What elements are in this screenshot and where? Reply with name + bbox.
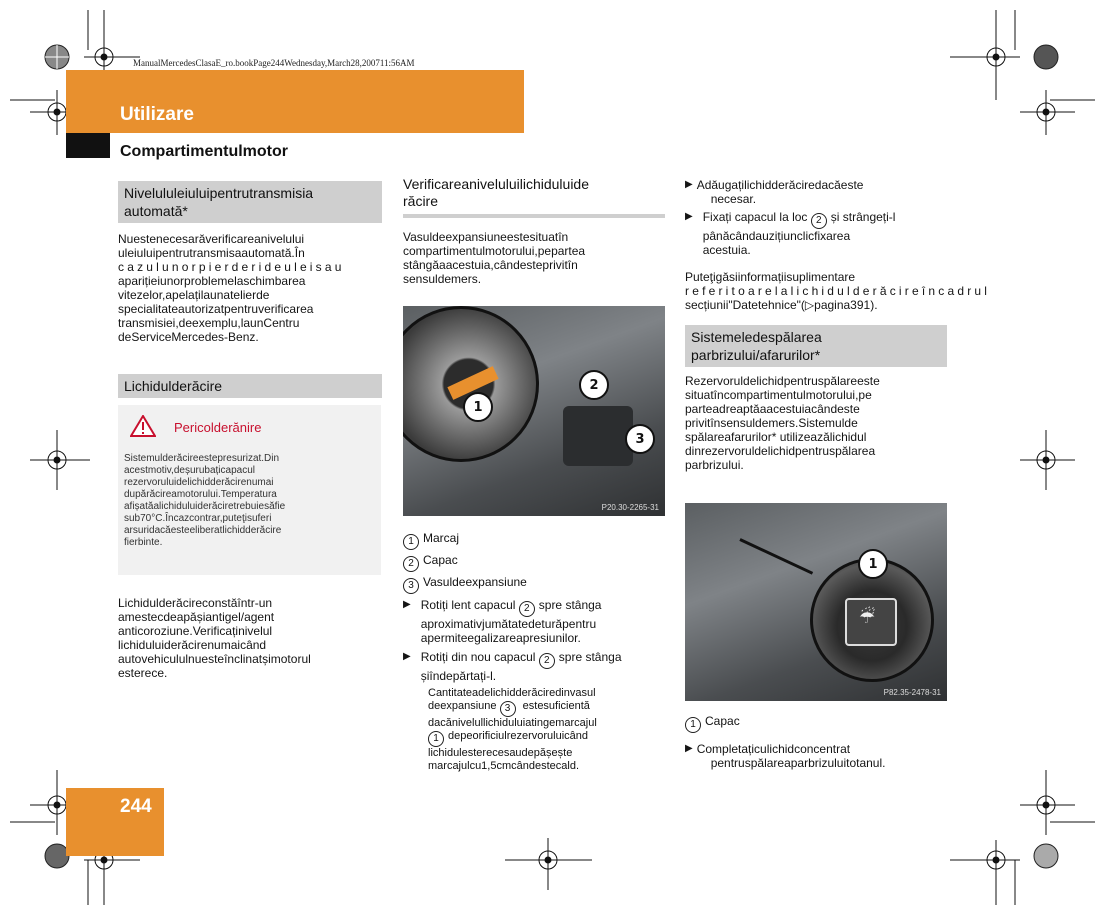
section-title: Utilizare	[120, 104, 194, 125]
warning-text: Sistemulderăcireestepresurizat.Din acestmotiv,deșurubațicapacul rezervoruluidelichidderăcirenumai dupărăcireamotorului.Temperatura afișatăalichiduluiderăciretrebuiesăfie sub70°C.Încazcontrar,puteţisuferi arsuridacăesteeliberatlichidderăcire fierbinte.	[124, 453, 286, 548]
note-coolant-quantity: Cantitateadelichidderăciredinvasul deexpansiune 3 estesuficientă dacănivelullichiduluiatingemarcajul 1 depeorificiulrezervoruluicând lichidulesterecesaudepășește marcajulcu1,5cmcândestecald.	[428, 687, 597, 772]
step-fill-washer: ▶ Completațiculichidconcentrat pentruspălareaparbrizuluitotanul.	[685, 742, 886, 770]
para-coolant-mix: Lichidulderăcireconstăîntr-un amestecdeapășiantigel/agent anticoroziune.Verificaținivelul lichiduluiderăcirenumaicând autovehicululnuesteînclinatșimotorul esterece.	[118, 596, 311, 680]
chapter-title: Compartimentulmotor	[120, 143, 288, 160]
black-tab	[66, 133, 110, 158]
expansion-tank-shape	[563, 406, 633, 466]
step-fix-cap: ▶ Fixați capacul la loc 2 și strângeți-l pânăcândauzițiunclicfixarea acestuia.	[685, 210, 896, 257]
photo-code: P20.30-2265-31	[601, 503, 659, 512]
page-number: 244	[120, 796, 152, 817]
heading-coolant: Lichidulderăcire	[118, 374, 382, 398]
callout-washer-1: 1	[858, 549, 888, 579]
heading-underline	[403, 214, 665, 218]
info-technical-data: Puteţigăsiinformațiisuplimentare referitoarelalichidulderăcireîncadrul secțiunii"Datetehnice"(▷pagina391).	[685, 270, 991, 312]
para-expansion-tank: Vasuldeexpansiuneestesituatîn compartimentulmotorului,pepartea stângăaacestuia,cândesteprivitîn sensuldemers.	[403, 230, 586, 286]
step-remove-cap: ▶ Rotiți din nou capacul 2 spre stânga șiîndepărtați-l.	[403, 650, 622, 683]
step-add-coolant: ▶ Adăugațilichidderăciredacăeste necesar.	[685, 178, 864, 206]
heading-washer-system: Sistemeledespălarea parbrizului/afarurilor*	[685, 325, 947, 367]
warning-box	[118, 405, 381, 575]
heading-transmission-oil: Nivelululeiuluipentrutransmisia automată*	[118, 181, 382, 223]
callout-1: 1	[463, 392, 493, 422]
engine-photo-washer	[685, 503, 947, 701]
callout-3: 3	[625, 424, 655, 454]
legend-coolant: 1 Marcaj 2 Capac 3 Vasuldeexpansiune	[403, 531, 665, 594]
file-meta-line: ManualMercedesClasaE_ro.bookPage244Wednesday,March28,200711:56AM	[133, 58, 415, 68]
legend-washer: 1 Capac	[685, 714, 740, 733]
heading-check-coolant: Verificareaniveluluilichiduluide răcire	[403, 176, 589, 209]
para-washer-reservoir: Rezervoruldelichidpentruspălareeste situatîncompartimentulmotorului,pe parteadreaptăaacestuiacândeste privitînsensuldemers.Sistemulde spălareafarurilor* utilizeazălichidul dinrezervoruldelichidpentruspălarea parbrizului.	[685, 374, 880, 472]
callout-2: 2	[579, 370, 609, 400]
warning-title: Pericolderănire	[174, 420, 262, 435]
para-transmission-oil: Nuestenecesarăverificareanivelului uleiuluipentrutransmisaautomată.În cazulunorpierderideuleisau aparițieiunorproblemelaschimbarea vitezelor,apelațilaunatelierde specialitateautorizatpentruverificarea transmisiei,deexemplu,launCentru deServiceMercedes-Benz.	[118, 232, 345, 344]
pointer-line	[739, 538, 813, 575]
washer-symbol-icon: ☔	[859, 607, 876, 627]
warning-triangle-icon	[130, 415, 156, 437]
step-rotate-slowly: ▶ Rotiți lent capacul 2 spre stânga aproximativjumătatedeturăpentru apermiteegalizareapresiunilor.	[403, 598, 602, 645]
engine-photo-coolant	[403, 306, 665, 516]
photo-code-washer: P82.35-2478-31	[883, 688, 941, 697]
